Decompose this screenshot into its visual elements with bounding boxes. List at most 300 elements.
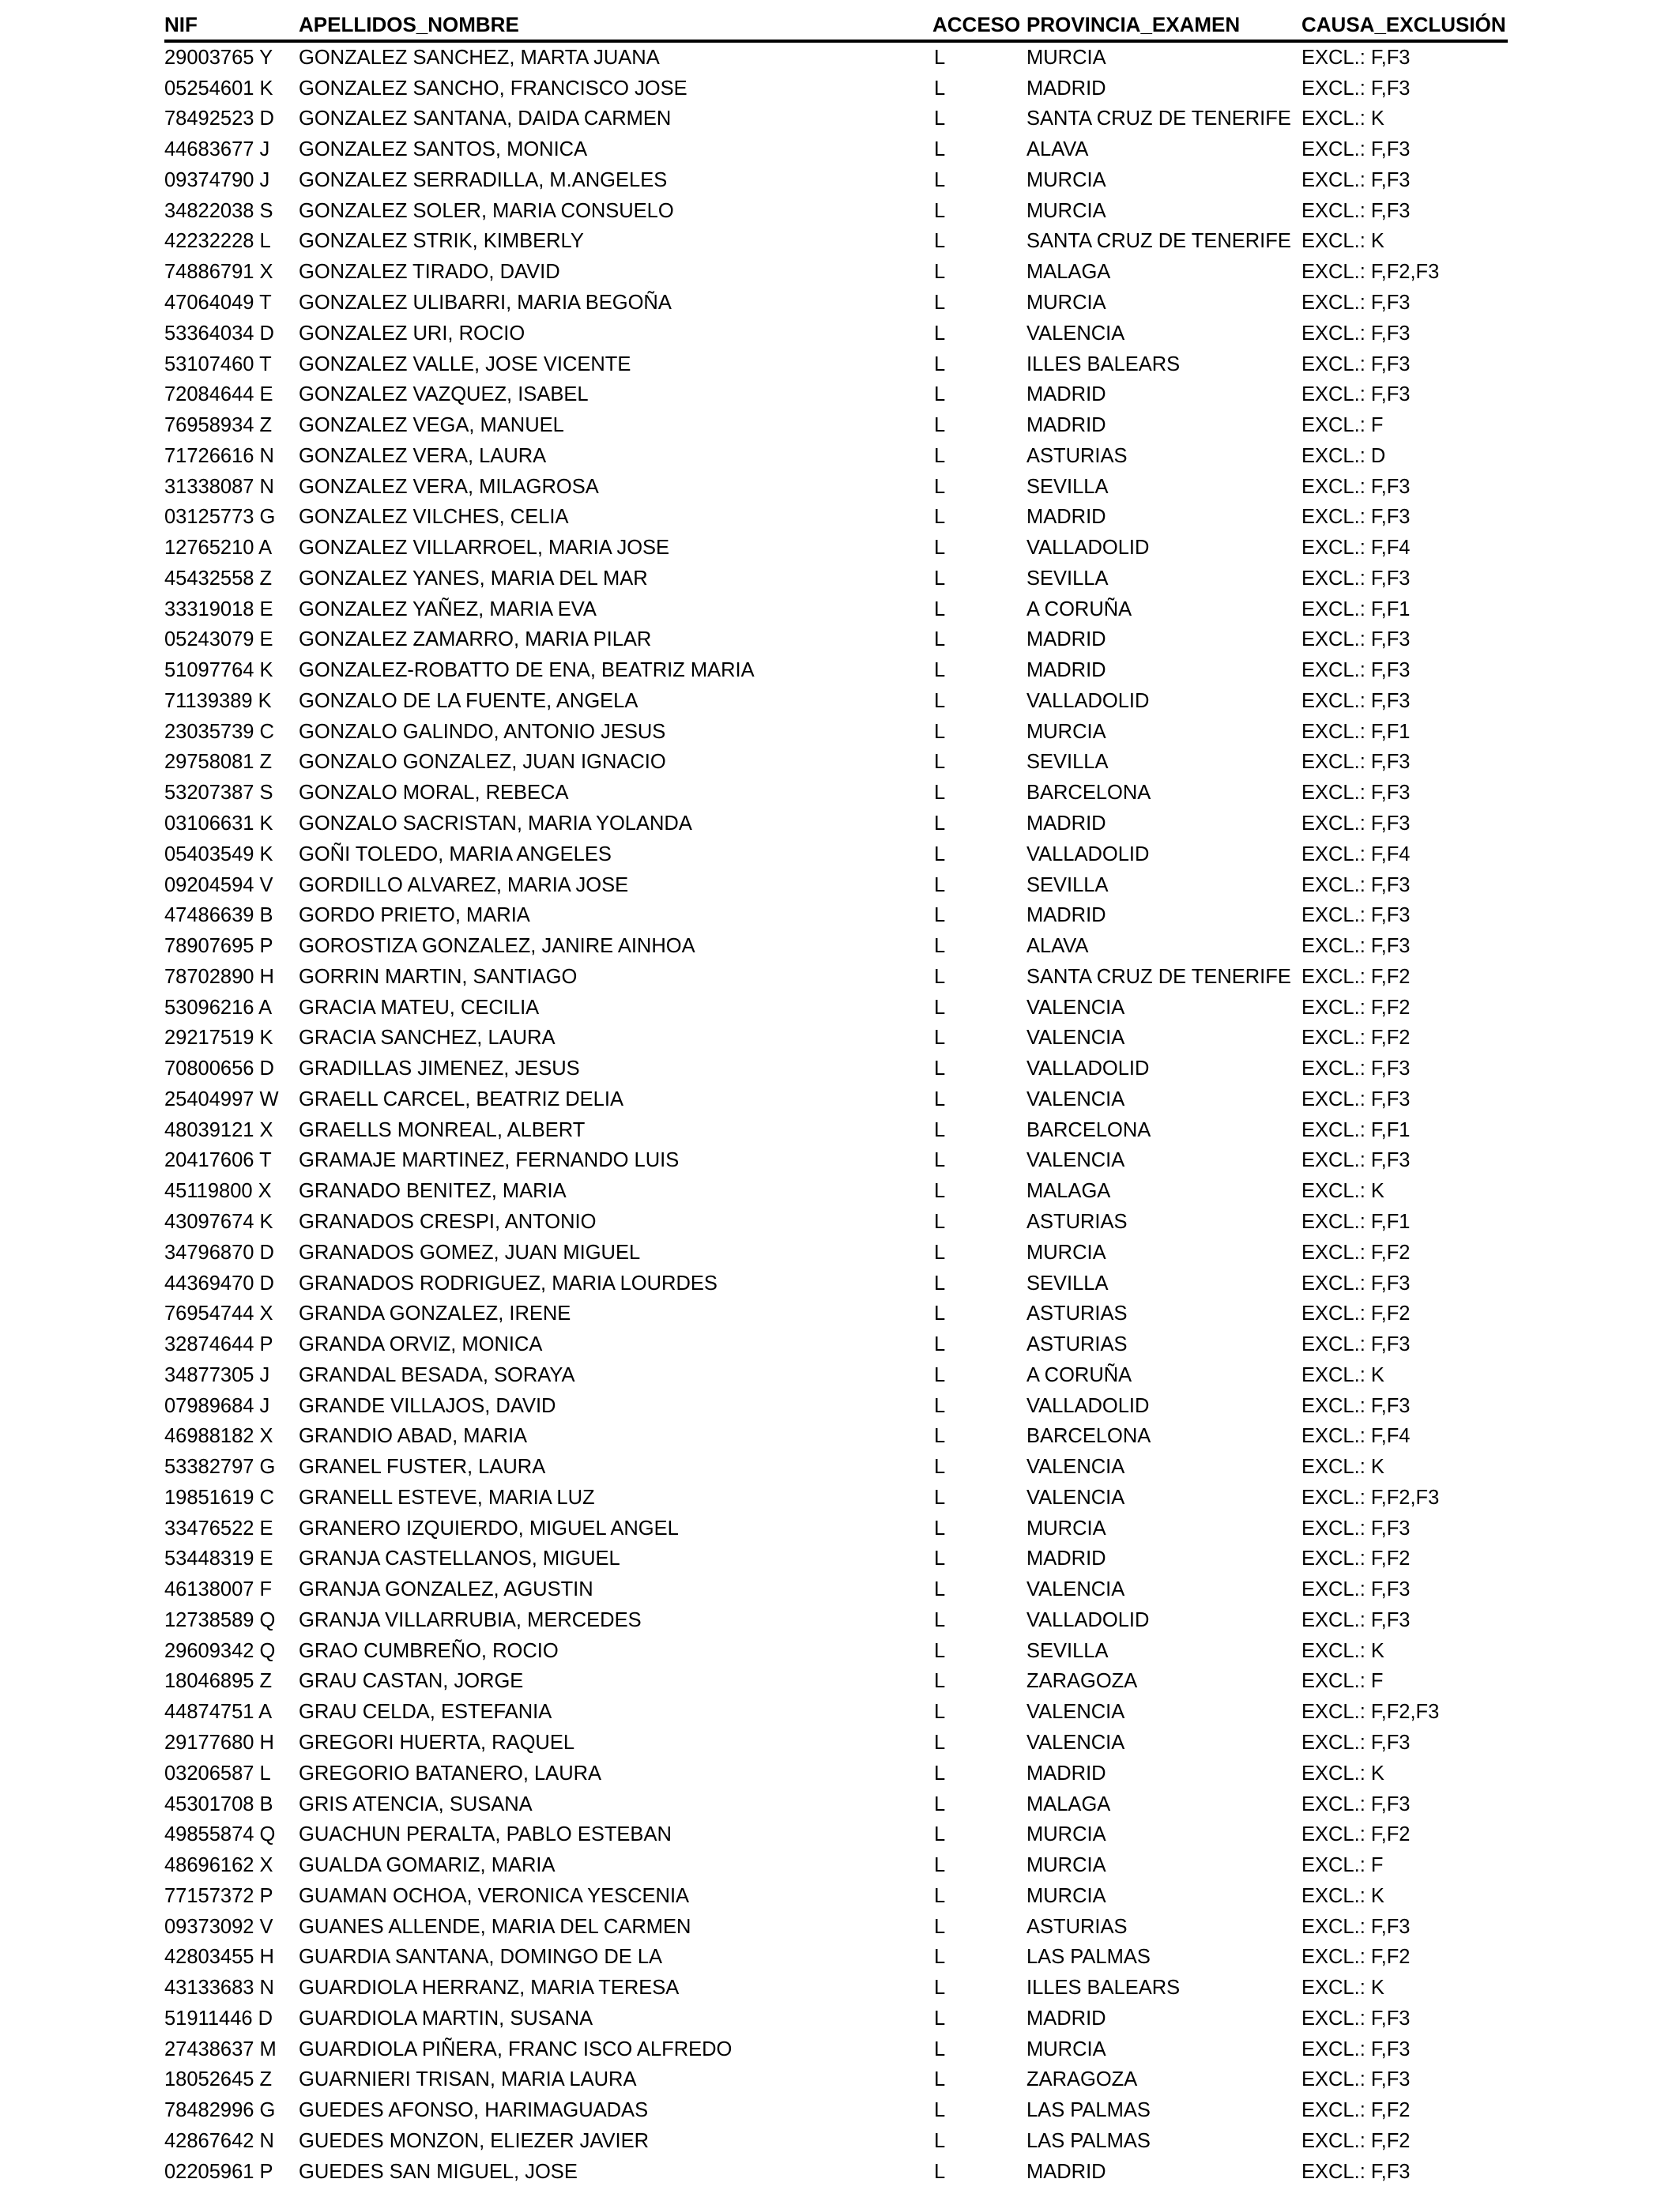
name-cell: GUEDES SAN MIGUEL, JOSE	[299, 2160, 578, 2183]
acceso-cell: L	[934, 2068, 946, 2091]
acceso-cell: L	[934, 2038, 946, 2060]
acceso-cell: L	[934, 1180, 946, 1203]
acceso-cell: L	[934, 1272, 946, 1295]
causa-cell: EXCL.: F,F1	[1301, 1210, 1411, 1233]
table-row	[164, 410, 1508, 441]
acceso-cell: L	[934, 322, 946, 345]
provincia-cell: ZARAGOZA	[1026, 1670, 1138, 1693]
nif-cell: 76954744 X	[164, 1302, 273, 1325]
nif-cell: 42232228 L	[164, 230, 271, 253]
nif-cell: 46138007 F	[164, 1578, 273, 1601]
name-cell: GRANADO BENITEZ, MARIA	[299, 1180, 567, 1203]
provincia-cell: ZARAGOZA	[1026, 2068, 1138, 2091]
name-cell: GUARDIOLA HERRANZ, MARIA TERESA	[299, 1977, 680, 2000]
provincia-cell: A CORUÑA	[1026, 598, 1132, 620]
provincia-cell: MADRID	[1026, 812, 1106, 835]
table-row	[164, 1483, 1508, 1514]
table-row	[164, 227, 1508, 258]
name-cell: GOÑI TOLEDO, MARIA ANGELES	[299, 843, 612, 865]
table-row	[164, 74, 1508, 104]
causa-cell: EXCL.: F	[1301, 1854, 1384, 1877]
table-row	[164, 134, 1508, 165]
provincia-cell: SEVILLA	[1026, 1639, 1109, 1662]
nif-cell: 78482996 G	[164, 2099, 276, 2122]
acceso-cell: L	[934, 1670, 946, 1693]
nif-cell: 29177680 H	[164, 1731, 274, 1754]
acceso-cell: L	[934, 1977, 946, 2000]
table-body	[164, 41, 1508, 2188]
acceso-cell: L	[934, 1517, 946, 1540]
nif-cell: 12738589 Q	[164, 1608, 276, 1631]
name-cell: GORDILLO ALVAREZ, MARIA JOSE	[299, 873, 629, 896]
table-row	[164, 257, 1508, 288]
provincia-cell: MURCIA	[1026, 1854, 1106, 1877]
provincia-cell: ASTURIAS	[1026, 1915, 1128, 1938]
nif-cell: 33319018 E	[164, 598, 273, 620]
exclusion-table	[164, 9, 1508, 2188]
causa-cell: EXCL.: F,F2	[1301, 1823, 1411, 1846]
nif-cell: 18052645 Z	[164, 2068, 273, 2091]
provincia-cell: MALAGA	[1026, 1793, 1111, 1815]
table-row	[164, 993, 1508, 1023]
name-cell: GOROSTIZA GONZALEZ, JANIRE AINHOA	[299, 935, 695, 958]
acceso-cell: L	[934, 1241, 946, 1264]
causa-cell: EXCL.: F,F3	[1301, 1608, 1411, 1631]
name-cell: GRAELLS MONREAL, ALBERT	[299, 1118, 586, 1141]
table-row	[164, 717, 1508, 748]
causa-cell: EXCL.: F,F3	[1301, 292, 1411, 314]
table-row	[164, 1667, 1508, 1698]
causa-cell: EXCL.: F,F3	[1301, 2068, 1411, 2091]
acceso-cell: L	[934, 77, 946, 100]
provincia-cell: MADRID	[1026, 2007, 1106, 2030]
exclusion-list-page	[164, 9, 1508, 2188]
causa-cell: EXCL.: F,F2	[1301, 1302, 1411, 1325]
acceso-cell: L	[934, 996, 946, 1019]
table-row	[164, 2095, 1508, 2126]
acceso-cell: L	[934, 720, 946, 743]
provincia-cell: MALAGA	[1026, 1180, 1111, 1203]
provincia-cell: MURCIA	[1026, 199, 1106, 222]
table-row	[164, 165, 1508, 196]
table-row	[164, 594, 1508, 625]
name-cell: GONZALEZ VALLE, JOSE VICENTE	[299, 352, 631, 375]
name-cell: GRANDIO ABAD, MARIA	[299, 1425, 528, 1448]
provincia-cell: LAS PALMAS	[1026, 2129, 1151, 2152]
acceso-cell: L	[934, 751, 946, 774]
name-cell: GONZALEZ SERRADILLA, M.ANGELES	[299, 168, 668, 191]
acceso-cell: L	[934, 965, 946, 988]
provincia-cell: ASTURIAS	[1026, 444, 1128, 467]
nif-cell: 25404997 W	[164, 1088, 279, 1110]
name-cell: GONZALO MORAL, REBECA	[299, 782, 569, 805]
table-row	[164, 1146, 1508, 1177]
name-cell: GONZALEZ VEGA, MANUEL	[299, 414, 564, 437]
header-apellidos-nombre: APELLIDOS_NOMBRE	[299, 9, 932, 41]
acceso-cell: L	[934, 414, 946, 437]
acceso-cell: L	[934, 1854, 946, 1877]
table-row	[164, 196, 1508, 227]
name-cell: GRANEL FUSTER, LAURA	[299, 1456, 546, 1479]
acceso-cell: L	[934, 2160, 946, 2183]
nif-cell: 44683677 J	[164, 138, 270, 161]
name-cell: GRIS ATENCIA, SUSANA	[299, 1793, 533, 1815]
acceso-cell: L	[934, 230, 946, 253]
header-nif: NIF	[164, 9, 299, 41]
name-cell: GUARDIOLA MARTIN, SUSANA	[299, 2007, 593, 2030]
name-cell: GUAMAN OCHOA, VERONICA YESCENIA	[299, 1884, 690, 1907]
name-cell: GRAELL CARCEL, BEATRIZ DELIA	[299, 1088, 623, 1110]
provincia-cell: SEVILLA	[1026, 1272, 1109, 1295]
nif-cell: 43133683 N	[164, 1977, 274, 2000]
nif-cell: 02205961 P	[164, 2160, 273, 2183]
provincia-cell: SANTA CRUZ DE TENERIFE	[1026, 107, 1291, 130]
provincia-cell: MADRID	[1026, 383, 1106, 406]
causa-cell: EXCL.: D	[1301, 444, 1386, 467]
provincia-cell: VALLADOLID	[1026, 1057, 1150, 1080]
table-row	[164, 349, 1508, 380]
name-cell: GRANDA GONZALEZ, IRENE	[299, 1302, 571, 1325]
acceso-cell: L	[934, 1363, 946, 1386]
table-row	[164, 1789, 1508, 1820]
name-cell: GUALDA GOMARIZ, MARIA	[299, 1854, 556, 1877]
table-row	[164, 1850, 1508, 1881]
nif-cell: 05254601 K	[164, 77, 273, 100]
table-row	[164, 1269, 1508, 1299]
acceso-cell: L	[934, 628, 946, 651]
causa-cell: EXCL.: F,F1	[1301, 1118, 1411, 1141]
table-row	[164, 1819, 1508, 1850]
acceso-cell: L	[934, 292, 946, 314]
provincia-cell: SANTA CRUZ DE TENERIFE	[1026, 965, 1291, 988]
nif-cell: 31338087 N	[164, 475, 274, 498]
acceso-cell: L	[934, 138, 946, 161]
provincia-cell: LAS PALMAS	[1026, 2099, 1151, 2122]
nif-cell: 78702890 H	[164, 965, 274, 988]
name-cell: GRANDAL BESADA, SORAYA	[299, 1363, 575, 1386]
name-cell: GRANJA VILLARRUBIA, MERCEDES	[299, 1608, 642, 1631]
nif-cell: 29003765 Y	[164, 46, 273, 69]
acceso-cell: L	[934, 567, 946, 590]
name-cell: GRACIA MATEU, CECILIA	[299, 996, 540, 1019]
name-cell: GONZALEZ SANTOS, MONICA	[299, 138, 588, 161]
nif-cell: 53382797 G	[164, 1456, 276, 1479]
acceso-cell: L	[934, 1823, 946, 1846]
nif-cell: 42803455 H	[164, 1946, 274, 1969]
causa-cell: EXCL.: F	[1301, 414, 1384, 437]
name-cell: GONZALO GALINDO, ANTONIO JESUS	[299, 720, 666, 743]
acceso-cell: L	[934, 782, 946, 805]
table-row	[164, 533, 1508, 564]
provincia-cell: VALENCIA	[1026, 1578, 1125, 1601]
causa-cell: EXCL.: F,F1	[1301, 720, 1411, 743]
nif-cell: 05243079 E	[164, 628, 273, 651]
nif-cell: 27438637 M	[164, 2038, 277, 2060]
table-row	[164, 655, 1508, 686]
causa-cell: EXCL.: F,F2	[1301, 2129, 1411, 2152]
acceso-cell: L	[934, 261, 946, 284]
causa-cell: EXCL.: F,F3	[1301, 1915, 1411, 1938]
table-row	[164, 748, 1508, 778]
causa-cell: EXCL.: F,F3	[1301, 1088, 1411, 1110]
provincia-cell: VALENCIA	[1026, 1486, 1125, 1509]
causa-cell: EXCL.: F,F3	[1301, 475, 1411, 498]
nif-cell: 78492523 D	[164, 107, 274, 130]
table-row	[164, 441, 1508, 472]
causa-cell: EXCL.: F,F3	[1301, 1272, 1411, 1295]
nif-cell: 48696162 X	[164, 1854, 273, 1877]
acceso-cell: L	[934, 1731, 946, 1754]
provincia-cell: ILLES BALEARS	[1026, 1977, 1181, 2000]
table-row	[164, 1421, 1508, 1452]
causa-cell: EXCL.: F,F3	[1301, 904, 1411, 927]
acceso-cell: L	[934, 904, 946, 927]
nif-cell: 74886791 X	[164, 261, 273, 284]
header-causa-exclusion: CAUSA_EXCLUSIÓN	[1301, 9, 1508, 41]
acceso-cell: L	[934, 199, 946, 222]
name-cell: GRAO CUMBREÑO, ROCIO	[299, 1639, 559, 1662]
acceso-cell: L	[934, 2129, 946, 2152]
table-row	[164, 1636, 1508, 1667]
table-row	[164, 2126, 1508, 2157]
table-row	[164, 778, 1508, 809]
name-cell: GUARDIA SANTANA, DOMINGO DE LA	[299, 1946, 663, 1969]
table-row	[164, 839, 1508, 870]
provincia-cell: VALENCIA	[1026, 1027, 1125, 1050]
nif-cell: 53448319 E	[164, 1547, 273, 1570]
nif-cell: 53364034 D	[164, 322, 274, 345]
table-row	[164, 1973, 1508, 2004]
nif-cell: 76958934 Z	[164, 414, 273, 437]
causa-cell: EXCL.: F,F2	[1301, 1547, 1411, 1570]
name-cell: GRANJA CASTELLANOS, MIGUEL	[299, 1547, 620, 1570]
causa-cell: EXCL.: F,F3	[1301, 1731, 1411, 1754]
nif-cell: 18046895 Z	[164, 1670, 273, 1693]
table-row	[164, 1544, 1508, 1575]
provincia-cell: VALLADOLID	[1026, 537, 1150, 560]
table-row	[164, 1207, 1508, 1238]
table-row	[164, 962, 1508, 993]
name-cell: GREGORIO BATANERO, LAURA	[299, 1762, 602, 1785]
acceso-cell: L	[934, 107, 946, 130]
causa-cell: EXCL.: F,F2	[1301, 1027, 1411, 1050]
nif-cell: 78907695 P	[164, 935, 273, 958]
name-cell: GONZALEZ TIRADO, DAVID	[299, 261, 560, 284]
causa-cell: EXCL.: F,F4	[1301, 537, 1411, 560]
acceso-cell: L	[934, 1333, 946, 1356]
acceso-cell: L	[934, 2099, 946, 2122]
nif-cell: 34877305 J	[164, 1363, 270, 1386]
nif-cell: 51911446 D	[164, 2007, 273, 2030]
provincia-cell: ASTURIAS	[1026, 1210, 1128, 1233]
nif-cell: 77157372 P	[164, 1884, 273, 1907]
acceso-cell: L	[934, 1578, 946, 1601]
causa-cell: EXCL.: F,F3	[1301, 168, 1411, 191]
provincia-cell: ALAVA	[1026, 935, 1089, 958]
acceso-cell: L	[934, 935, 946, 958]
name-cell: GONZALEZ YANES, MARIA DEL MAR	[299, 567, 648, 590]
table-header-row	[164, 9, 1508, 41]
provincia-cell: SEVILLA	[1026, 475, 1109, 498]
provincia-cell: MALAGA	[1026, 261, 1111, 284]
provincia-cell: MURCIA	[1026, 292, 1106, 314]
table-row	[164, 1299, 1508, 1329]
acceso-cell: L	[934, 598, 946, 620]
causa-cell: EXCL.: F,F2	[1301, 1241, 1411, 1264]
table-row	[164, 1514, 1508, 1544]
table-row	[164, 2004, 1508, 2034]
provincia-cell: ILLES BALEARS	[1026, 352, 1181, 375]
name-cell: GONZALO GONZALEZ, JUAN IGNACIO	[299, 751, 666, 774]
nif-cell: 48039121 X	[164, 1118, 273, 1141]
table-row	[164, 104, 1508, 135]
provincia-cell: MURCIA	[1026, 1823, 1106, 1846]
name-cell: GONZALEZ VAZQUEZ, ISABEL	[299, 383, 589, 406]
acceso-cell: L	[934, 46, 946, 69]
acceso-cell: L	[934, 1946, 946, 1969]
table-row	[164, 1728, 1508, 1759]
causa-cell: EXCL.: K	[1301, 1977, 1384, 2000]
name-cell: GONZALEZ VERA, MILAGROSA	[299, 475, 599, 498]
acceso-cell: L	[934, 812, 946, 835]
causa-cell: EXCL.: F,F1	[1301, 598, 1411, 620]
nif-cell: 72084644 E	[164, 383, 273, 406]
table-row	[164, 2034, 1508, 2065]
causa-cell: EXCL.: F,F3	[1301, 628, 1411, 651]
acceso-cell: L	[934, 1210, 946, 1233]
table-row	[164, 1391, 1508, 1422]
name-cell: GRANDA ORVIZ, MONICA	[299, 1333, 543, 1356]
provincia-cell: ALAVA	[1026, 138, 1089, 161]
provincia-cell: MURCIA	[1026, 2038, 1106, 2060]
name-cell: GRANADOS CRESPI, ANTONIO	[299, 1210, 597, 1233]
nif-cell: 29609342 Q	[164, 1639, 276, 1662]
name-cell: GONZALEZ VILCHES, CELIA	[299, 506, 569, 529]
table-row	[164, 1023, 1508, 1054]
causa-cell: EXCL.: F,F3	[1301, 567, 1411, 590]
provincia-cell: VALENCIA	[1026, 1149, 1125, 1172]
provincia-cell: VALENCIA	[1026, 996, 1125, 1019]
table-row	[164, 686, 1508, 717]
causa-cell: EXCL.: K	[1301, 1762, 1384, 1785]
nif-cell: 19851619 C	[164, 1486, 274, 1509]
nif-cell: 09373092 V	[164, 1915, 273, 1938]
name-cell: GRANELL ESTEVE, MARIA LUZ	[299, 1486, 595, 1509]
table-row	[164, 1912, 1508, 1943]
nif-cell: 03206587 L	[164, 1762, 271, 1785]
nif-cell: 51097764 K	[164, 659, 273, 682]
name-cell: GRANDE VILLAJOS, DAVID	[299, 1394, 556, 1417]
nif-cell: 47064049 T	[164, 292, 272, 314]
table-row	[164, 809, 1508, 839]
name-cell: GONZALEZ STRIK, KIMBERLY	[299, 230, 584, 253]
table-row	[164, 1881, 1508, 1912]
acceso-cell: L	[934, 1762, 946, 1785]
name-cell: GRANJA GONZALEZ, AGUSTIN	[299, 1578, 593, 1601]
causa-cell: EXCL.: F	[1301, 1670, 1384, 1693]
nif-cell: 47486639 B	[164, 904, 273, 927]
table-row	[164, 1176, 1508, 1207]
table-row	[164, 564, 1508, 594]
name-cell: GONZALEZ VILLARROEL, MARIA JOSE	[299, 537, 670, 560]
provincia-cell: MADRID	[1026, 659, 1106, 682]
provincia-cell: BARCELONA	[1026, 1425, 1151, 1448]
nif-cell: 49855874 Q	[164, 1823, 276, 1846]
causa-cell: EXCL.: F,F2	[1301, 996, 1411, 1019]
provincia-cell: MADRID	[1026, 2160, 1106, 2183]
causa-cell: EXCL.: K	[1301, 1884, 1384, 1907]
acceso-cell: L	[934, 1793, 946, 1815]
provincia-cell: MURCIA	[1026, 720, 1106, 743]
acceso-cell: L	[934, 1608, 946, 1631]
causa-cell: EXCL.: F,F3	[1301, 2160, 1411, 2183]
name-cell: GUARDIOLA PIÑERA, FRANC ISCO ALFREDO	[299, 2038, 733, 2060]
acceso-cell: L	[934, 1425, 946, 1448]
name-cell: GUACHUN PERALTA, PABLO ESTEBAN	[299, 1823, 672, 1846]
acceso-cell: L	[934, 1884, 946, 1907]
provincia-cell: A CORUÑA	[1026, 1363, 1132, 1386]
table-row	[164, 1574, 1508, 1605]
name-cell: GONZALEZ URI, ROCIO	[299, 322, 525, 345]
causa-cell: EXCL.: F,F2	[1301, 2099, 1411, 2122]
nif-cell: 53107460 T	[164, 352, 272, 375]
name-cell: GONZALEZ-ROBATTO DE ENA, BEATRIZ MARIA	[299, 659, 755, 682]
name-cell: GRADILLAS JIMENEZ, JESUS	[299, 1057, 580, 1080]
name-cell: GONZALEZ VERA, LAURA	[299, 444, 547, 467]
provincia-cell: MADRID	[1026, 414, 1106, 437]
nif-cell: 44874751 A	[164, 1701, 273, 1724]
provincia-cell: VALLADOLID	[1026, 1394, 1150, 1417]
nif-cell: 34822038 S	[164, 199, 273, 222]
causa-cell: EXCL.: F,F3	[1301, 873, 1411, 896]
name-cell: GONZALEZ ZAMARRO, MARIA PILAR	[299, 628, 652, 651]
name-cell: GUANES ALLENDE, MARIA DEL CARMEN	[299, 1915, 691, 1938]
name-cell: GORRIN MARTIN, SANTIAGO	[299, 965, 578, 988]
table-row	[164, 1452, 1508, 1483]
name-cell: GRANADOS GOMEZ, JUAN MIGUEL	[299, 1241, 641, 1264]
provincia-cell: VALENCIA	[1026, 1731, 1125, 1754]
name-cell: GRAMAJE MARTINEZ, FERNANDO LUIS	[299, 1149, 680, 1172]
provincia-cell: LAS PALMAS	[1026, 1946, 1151, 1969]
name-cell: GREGORI HUERTA, RAQUEL	[299, 1731, 575, 1754]
causa-cell: EXCL.: F,F3	[1301, 935, 1411, 958]
causa-cell: EXCL.: F,F3	[1301, 506, 1411, 529]
acceso-cell: L	[934, 843, 946, 865]
acceso-cell: L	[934, 1149, 946, 1172]
provincia-cell: MADRID	[1026, 77, 1106, 100]
nif-cell: 29758081 Z	[164, 751, 273, 774]
acceso-cell: L	[934, 1456, 946, 1479]
table-row	[164, 931, 1508, 962]
acceso-cell: L	[934, 873, 946, 896]
causa-cell: EXCL.: F,F3	[1301, 1793, 1411, 1815]
causa-cell: EXCL.: F,F2	[1301, 965, 1411, 988]
causa-cell: EXCL.: K	[1301, 1456, 1384, 1479]
name-cell: GRACIA SANCHEZ, LAURA	[299, 1027, 556, 1050]
causa-cell: EXCL.: F,F3	[1301, 1333, 1411, 1356]
provincia-cell: ASTURIAS	[1026, 1333, 1128, 1356]
causa-cell: EXCL.: F,F3	[1301, 352, 1411, 375]
acceso-cell: L	[934, 506, 946, 529]
acceso-cell: L	[934, 1915, 946, 1938]
causa-cell: EXCL.: F,F2,F3	[1301, 1701, 1440, 1724]
causa-cell: EXCL.: F,F2,F3	[1301, 1486, 1440, 1509]
provincia-cell: MURCIA	[1026, 168, 1106, 191]
table-row	[164, 900, 1508, 931]
acceso-cell: L	[934, 1394, 946, 1417]
acceso-cell: L	[934, 444, 946, 467]
causa-cell: EXCL.: F,F3	[1301, 199, 1411, 222]
